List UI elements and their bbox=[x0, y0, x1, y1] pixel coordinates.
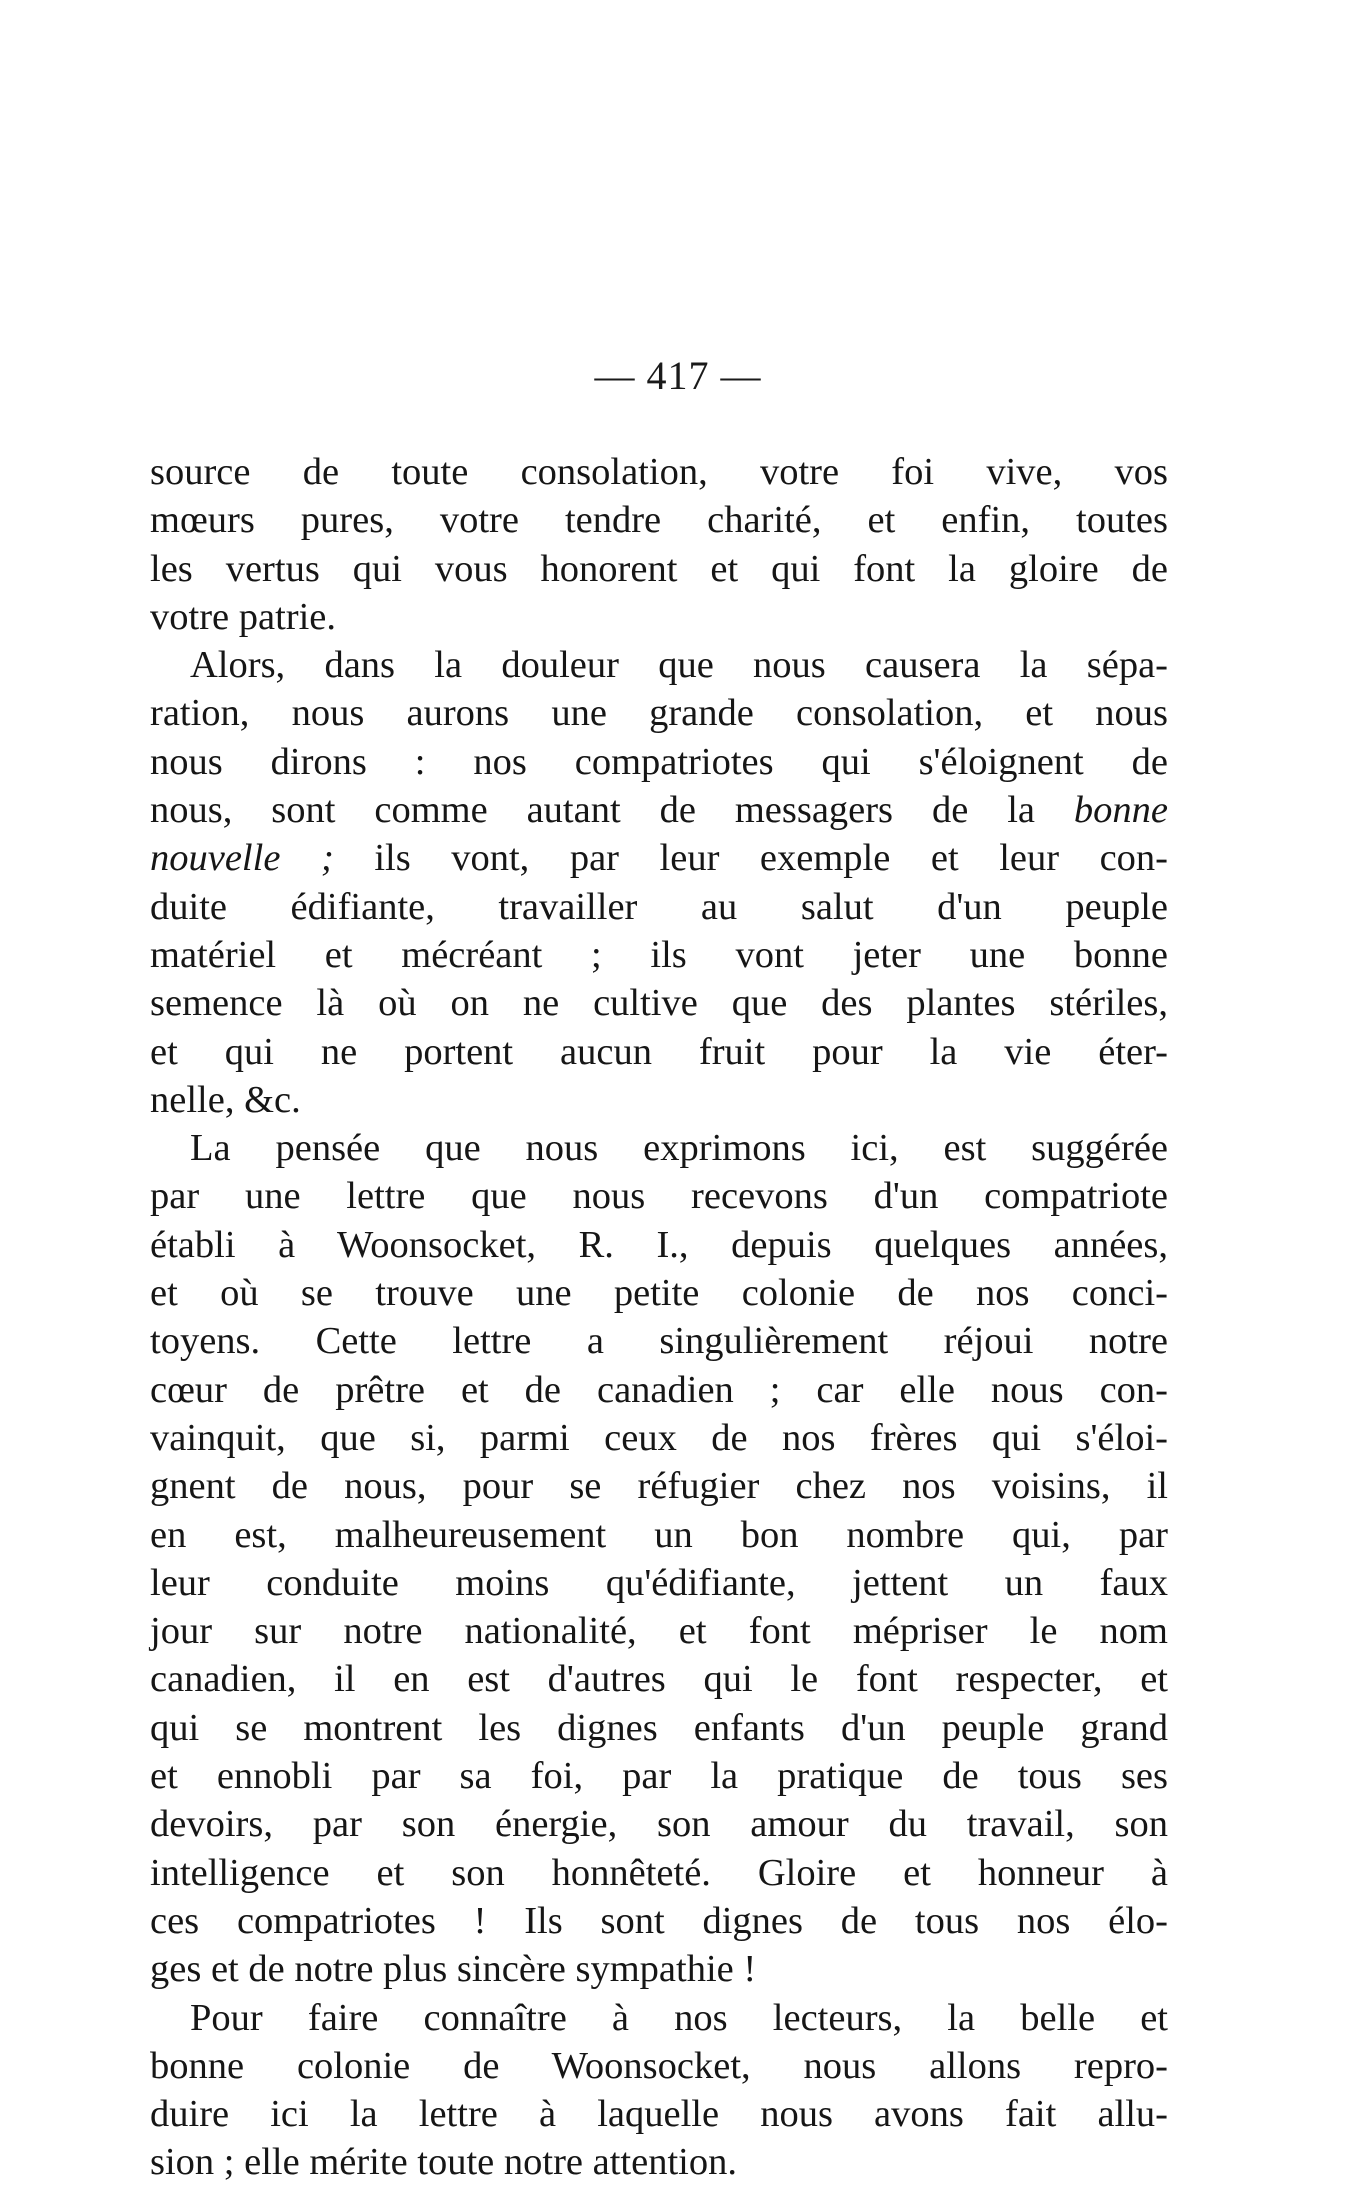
text-line: par une lettre que nous recevons d'un compatriote bbox=[150, 1175, 1168, 1218]
italic-phrase: bonne bbox=[1073, 789, 1168, 832]
text-line: cœur de prêtre et de canadien ; car elle nous con- bbox=[150, 1368, 1168, 1411]
text-line: source de toute consolation, votre foi vive, vos bbox=[150, 451, 1168, 493]
text-line: Pour faire connaître à nos lecteurs, la belle et bbox=[190, 1996, 1168, 2039]
text-line: matériel et mécréant ; ils vont jeter une bonne bbox=[150, 933, 1168, 976]
body-text bbox=[150, 448, 1168, 2187]
text-line: duire ici la lettre à laquelle nous avons fait allu- bbox=[150, 2093, 1168, 2136]
text-line: établi à Woonsocket, R. I., depuis quelques années, bbox=[150, 1223, 1168, 1266]
paragraph-4 bbox=[150, 1994, 1168, 2187]
text-line: ges et de notre plus sincère sympathie ! bbox=[150, 1948, 757, 1991]
text-line: leur conduite moins qu'édifiante, jettent un faux bbox=[150, 1561, 1168, 1604]
text-line-with-italic bbox=[150, 834, 1168, 882]
text-line: duite édifiante, travailler au salut d'un peuple bbox=[150, 885, 1168, 928]
text-line: les vertus qui vous honorent et qui font la gloire de bbox=[150, 547, 1168, 590]
text-line: mœurs pures, votre tendre charité, et enfin, toutes bbox=[150, 499, 1168, 542]
text-line: La pensée que nous exprimons ici, est suggérée bbox=[190, 1127, 1168, 1170]
text-line: toyens. Cette lettre a singulièrement réjoui notre bbox=[150, 1320, 1168, 1363]
text-line: bonne colonie de Woonsocket, nous allons repro- bbox=[150, 2044, 1168, 2087]
text-line: ration, nous aurons une grande consolation, et nous bbox=[150, 692, 1168, 735]
text-line: Alors, dans la douleur que nous causera la sépa- bbox=[190, 644, 1168, 687]
line-text: nous, sont comme autant de messagers de la bonne bbox=[150, 789, 1168, 832]
line-text: nouvelle ; ils vont, par leur exemple et leur con- bbox=[150, 837, 1169, 880]
italic-phrase: nouvelle ; bbox=[150, 837, 334, 880]
text-line: et ennobli par sa foi, par la pratique de tous ses bbox=[150, 1755, 1168, 1798]
text-line: intelligence et son honnêteté. Gloire et honneur à bbox=[150, 1851, 1168, 1894]
text-line: jour sur notre nationalité, et font mépriser le nom bbox=[150, 1610, 1168, 1653]
text-line: vainquit, que si, parmi ceux de nos frères qui s'éloi- bbox=[150, 1416, 1168, 1459]
paragraph-1 bbox=[150, 448, 1168, 641]
paragraph-2 bbox=[150, 641, 1168, 1124]
text-line: qui se montrent les dignes enfants d'un peuple grand bbox=[150, 1706, 1168, 1749]
text-line: nous dirons : nos compatriotes qui s'éloignent de bbox=[150, 740, 1168, 783]
text-line: ces compatriotes ! Ils sont dignes de tous nos élo- bbox=[150, 1899, 1168, 1942]
text-line: votre patrie. bbox=[150, 595, 336, 638]
text-line-with-italic bbox=[150, 786, 1168, 834]
page-number: — 417 — bbox=[594, 353, 762, 398]
text-line: canadien, il en est d'autres qui le font respecter, et bbox=[150, 1658, 1168, 1701]
text-line: et où se trouve une petite colonie de nos conci- bbox=[150, 1272, 1168, 1315]
text-line: gnent de nous, pour se réfugier chez nos voisins, il bbox=[150, 1465, 1168, 1508]
text-line: nelle, &c. bbox=[150, 1078, 301, 1121]
text-line: devoirs, par son énergie, son amour du travail, son bbox=[150, 1803, 1168, 1846]
text-line: en est, malheureusement un bon nombre qui, par bbox=[150, 1513, 1168, 1556]
paragraph-3 bbox=[150, 1124, 1168, 1993]
text-line: et qui ne portent aucun fruit pour la vie éter- bbox=[150, 1030, 1168, 1073]
text-line: semence là où on ne cultive que des plantes stériles, bbox=[150, 982, 1168, 1025]
text-line: sion ; elle mérite toute notre attention. bbox=[150, 2141, 737, 2184]
